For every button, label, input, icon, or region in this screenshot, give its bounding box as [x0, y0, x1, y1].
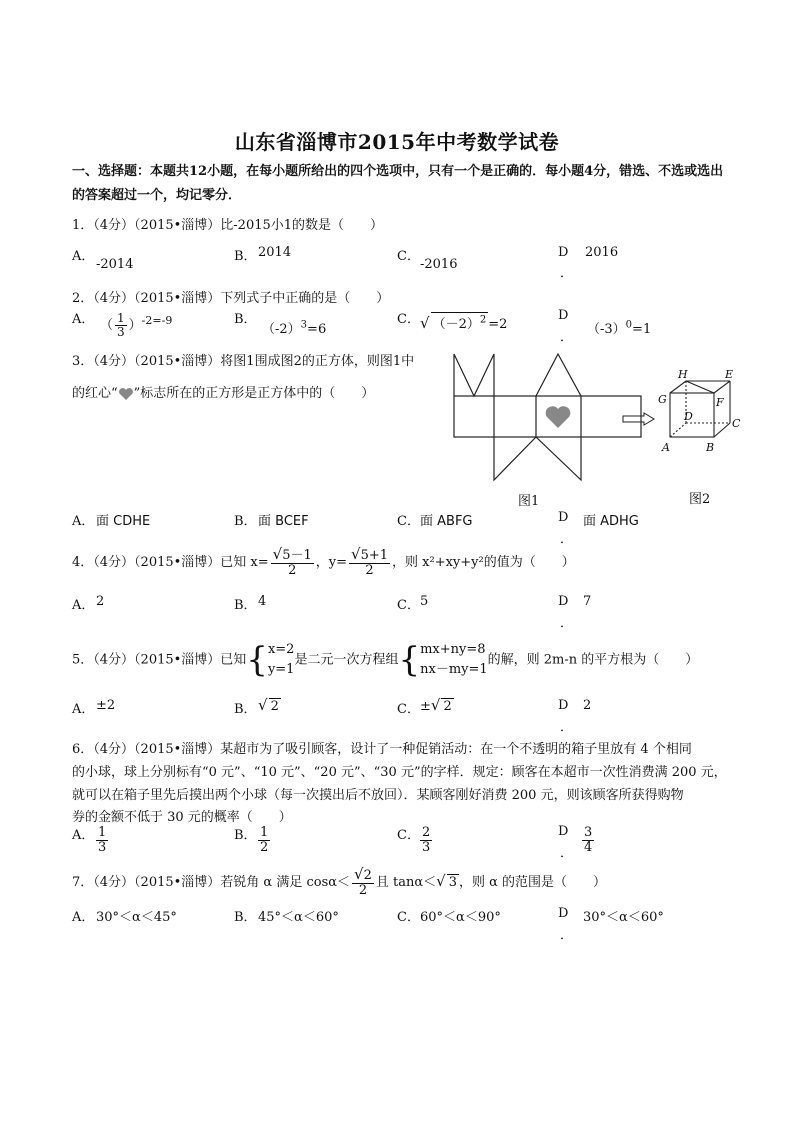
- q6-option-b: $\frac{1}{2}$: [260, 825, 269, 856]
- cube-label-c: C: [732, 417, 741, 430]
- figure-1-heart: [546, 406, 571, 428]
- q7-option-a-label: A．: [72, 910, 95, 925]
- q4-option-b: 4: [258, 594, 267, 609]
- q2-option-c: √ $(-2)^2 =2$: [420, 314, 508, 332]
- q7-option-d-dot: ．: [560, 928, 574, 943]
- q4-option-a-label: A．: [72, 598, 95, 613]
- q3-option-a-label: A．: [72, 514, 95, 529]
- q3-option-d: 面 ADHG: [583, 514, 639, 529]
- q5-option-d: 2: [583, 698, 592, 713]
- question-3-stem-line2: 的红心“ ”标志所在的正方形是正方体中的（ ）: [72, 386, 375, 401]
- q7-option-d-label: D: [558, 906, 569, 921]
- question-6-line2: 的小球，球上分别标有“0 元”、“10 元”、“20 元”、“30 元”的字样．规定：顾客在本超市一次性消费满 200 元，: [72, 765, 727, 780]
- q2-option-a-label: A．: [72, 312, 95, 327]
- q6-option-c: $\frac{2}{3}$: [422, 825, 431, 856]
- q4-option-d-label: D: [558, 594, 569, 609]
- q6-option-b-label: B．: [234, 828, 257, 843]
- cube-label-g: G: [658, 393, 667, 406]
- q1-option-d-label: D: [558, 245, 569, 260]
- figure-2-label: 图2: [689, 492, 711, 507]
- q3-option-c: 面 ABFG: [420, 514, 473, 529]
- q1-option-b-label: B．: [234, 249, 257, 264]
- question-6-line3: 就可以在箱子里先后摸出两个小球（每一次摸出后不放回）．某顾客刚好消费 200 元，则该顾客所获得购物: [72, 788, 684, 803]
- figure-1-label: 图1: [518, 494, 540, 509]
- q7-option-d: 30°＜α＜60°: [583, 910, 664, 925]
- section-heading: 一、选择题：本题共12小题，在每小题所给出的四个选项中，只有一个是正确的．每小题4分，错选、不选或选出的答案超过一个，均记零分．: [72, 164, 724, 203]
- q5-option-d-dot: ．: [560, 720, 574, 735]
- q5-option-b-label: B．: [234, 702, 257, 717]
- cube-label-e: E: [725, 368, 734, 381]
- q1-option-a-label: A．: [72, 249, 95, 264]
- q3-option-d-label: D: [558, 510, 569, 525]
- q7-option-b-label: B．: [234, 910, 257, 925]
- cube-label-b: B: [706, 441, 715, 454]
- q5-option-d-label: D: [558, 698, 569, 713]
- q7-option-c-label: C．: [397, 910, 420, 925]
- page-title: 山东省淄博市2015年中考数学试卷: [234, 130, 560, 154]
- question-5-stem: 5．（4分）（2015•淄博）已知{x=2 y=1是二元一次方程组{mx+ny=8 nx－my=1的解，则 2m-n 的平方根为（ ）: [72, 640, 699, 680]
- q7-option-a: 30°＜α＜45°: [96, 910, 177, 925]
- q3-option-d-dot: ．: [560, 532, 574, 547]
- q6-option-a: $\frac{1}{3}$: [98, 825, 107, 856]
- q4-option-c-label: C．: [397, 598, 420, 613]
- q4-option-d-dot: ．: [560, 616, 574, 631]
- cube-label-d: D: [684, 410, 693, 423]
- cube-label-h: H: [678, 368, 688, 381]
- q3-option-c-label: C．: [397, 514, 420, 529]
- q2-option-d: $(-3)^0=1$: [587, 319, 652, 337]
- q2-option-b-label: B．: [234, 312, 257, 327]
- q2-option-a: （ $\frac{1}{3}$ ）$^{-2=-9}$: [100, 311, 173, 340]
- arrow-right-icon: [622, 412, 656, 426]
- q1-option-d: 2016: [585, 245, 619, 260]
- q4-option-a: 2: [96, 594, 105, 609]
- q6-option-d-dot: ．: [560, 846, 574, 861]
- q7-option-b: 45°＜α＜60°: [258, 910, 339, 925]
- q5-option-a-label: A．: [72, 702, 95, 717]
- q6-option-d: $\frac{3}{4}$: [584, 825, 593, 856]
- question-4-stem: 4．（4分）（2015•淄博）已知 x= $\frac{√5-1}{2}$ ，y= $\frac{√5+1}{2}$ ，则 x²+xy+y²的值为（ ）: [72, 545, 575, 579]
- q6-option-d-label: D: [558, 824, 569, 839]
- heart-icon: [118, 387, 134, 401]
- figure-2-cube: [654, 365, 744, 460]
- figure-1-cube-net: [450, 348, 650, 508]
- q3-option-b-label: B．: [234, 514, 257, 529]
- question-6-line4: 券的金额不低于 30 元的概率（ ）: [72, 810, 292, 825]
- q6-option-c-label: C．: [397, 828, 420, 843]
- q7-option-c: 60°＜α＜90°: [420, 910, 501, 925]
- question-1-stem: 1．（4分）（2015•淄博）比-2015小1的数是（ ）: [72, 218, 384, 233]
- q1-option-b: 2014: [258, 245, 292, 260]
- q1-option-a: -2014: [96, 257, 134, 272]
- q5-option-c: ±√ 2: [420, 696, 452, 714]
- q5-option-a: ±2: [96, 698, 116, 713]
- question-3-stem-line1: 3．（4分）（2015•淄博）将图1围成图2的正方体，则图1中: [72, 354, 415, 369]
- q4-option-b-label: B．: [234, 598, 257, 613]
- cube-label-f: F: [716, 396, 724, 409]
- question-7-stem: 7．（4分）（2015•淄博）若锐角 α 满足 cosα＜ $\frac{√2}{2}$ 且 tanα＜√ 3 ，则 α 的范围是（ ）: [72, 865, 607, 899]
- q1-option-c-label: C．: [397, 249, 420, 264]
- q2-option-d-label: D: [558, 308, 569, 323]
- q4-option-c: 5: [420, 594, 429, 609]
- q2-option-d-dot: ．: [560, 330, 574, 345]
- q3-option-b: 面 BCEF: [258, 514, 309, 529]
- cube-label-a: A: [662, 441, 670, 454]
- q6-option-a-label: A．: [72, 828, 95, 843]
- q5-option-c-label: C．: [397, 702, 420, 717]
- q1-option-c: -2016: [420, 257, 458, 272]
- q2-option-b: $(-2)^3=6$: [262, 319, 327, 337]
- q4-option-d: 7: [583, 594, 592, 609]
- question-6-line1: 6．（4分）（2015•淄博）某超市为了吸引顾客，设计了一种促销活动：在一个不透明的箱子里放有 4 个相同: [72, 742, 692, 757]
- question-2-stem: 2．（4分）（2015•淄博）下列式子中正确的是（ ）: [72, 291, 390, 306]
- q2-option-c-label: C．: [397, 312, 420, 327]
- q1-option-d-dot: ．: [560, 266, 574, 281]
- q3-option-a: 面 CDHE: [96, 514, 151, 529]
- q5-option-b: √ 2: [258, 696, 279, 714]
